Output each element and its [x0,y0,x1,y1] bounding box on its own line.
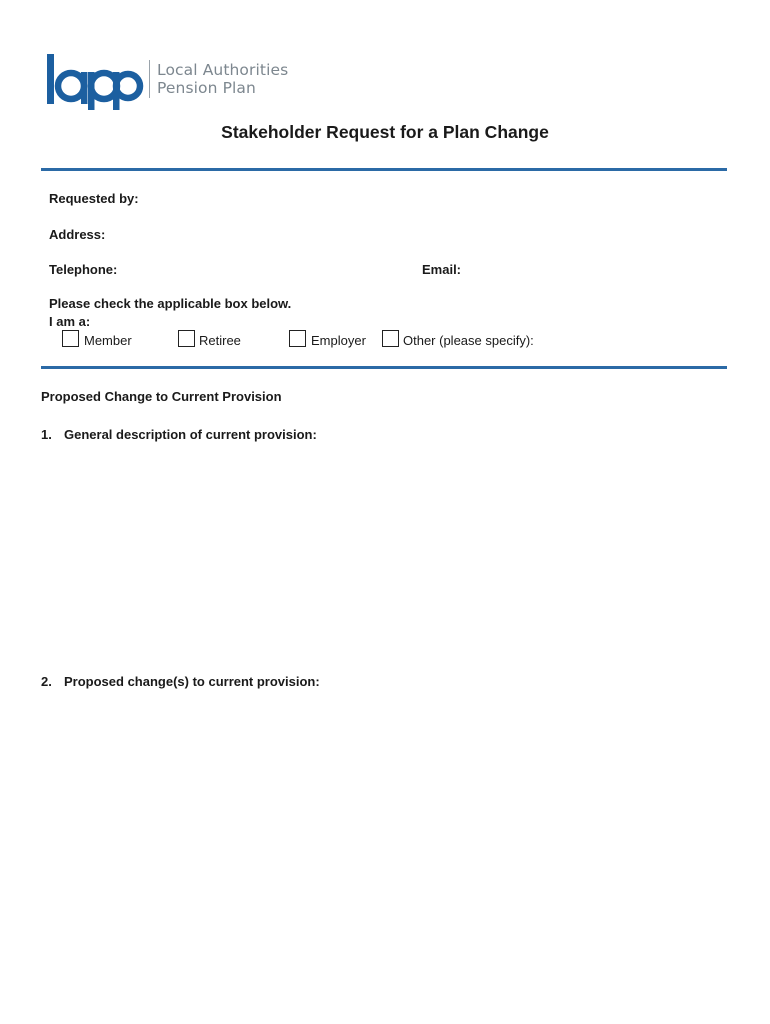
item-1-text: General description of current provision: [64,427,317,442]
telephone-label: Telephone: [49,262,118,277]
item-2-text: Proposed change(s) to current provision: [64,674,320,689]
requested-by-label: Requested by: [49,191,139,206]
logo-wordmark [157,61,288,97]
i-am-a-label: I am a: [49,314,91,329]
other-option-label: Other (please specify): [403,333,534,348]
employer-option-label: Employer [311,333,366,348]
retiree-checkbox[interactable] [178,330,195,347]
retiree-option-label: Retiree [199,333,241,348]
member-checkbox[interactable] [62,330,79,347]
instruction-text: Please check the applicable box below. [49,296,292,311]
lapp-logo [44,50,144,110]
form-title: Stakeholder Request for a Plan Change [221,122,549,142]
section-divider [41,366,727,369]
section-heading: Proposed Change to Current Provision [41,389,282,404]
employer-checkbox[interactable] [289,330,306,347]
member-option-label: Member [84,333,132,348]
logo-divider [149,60,150,98]
item-2-number: 2. [41,674,52,689]
item-1-number: 1. [41,427,52,442]
lapp-logomark-graphic [44,50,144,110]
logo-line-2: Pension Plan [157,79,256,97]
logo-line-1: Local Authorities [157,61,289,79]
other-checkbox[interactable] [382,330,399,347]
email-label: Email: [422,262,462,277]
header-divider [41,168,727,171]
address-label: Address: [49,227,106,242]
